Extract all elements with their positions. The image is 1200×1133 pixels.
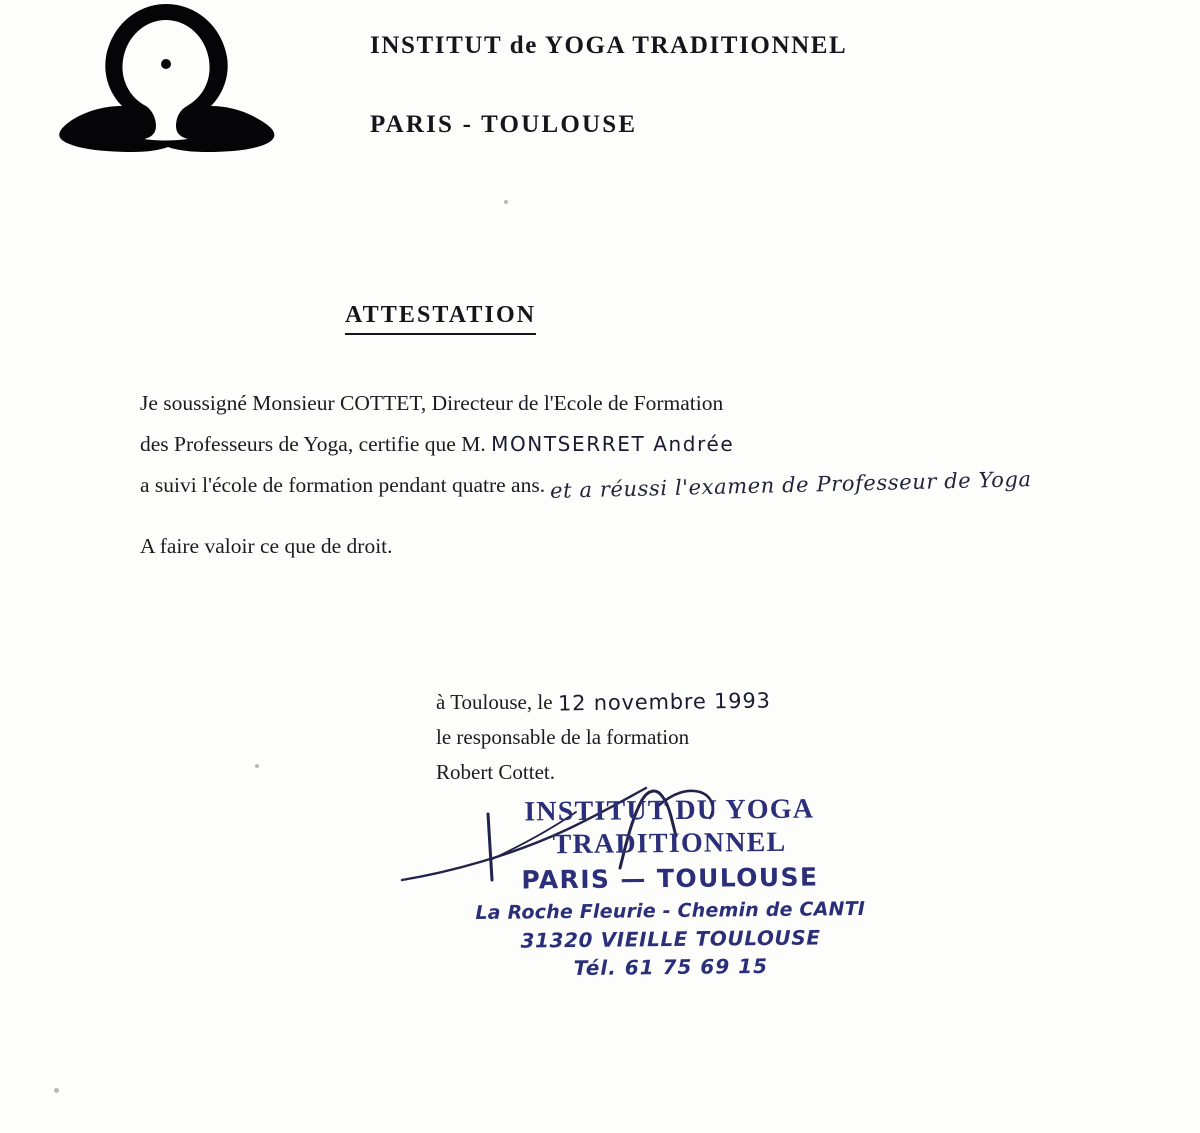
body-line-2-printed: des Professeurs de Yoga, certifie que M. <box>140 432 486 456</box>
letterhead <box>0 0 1200 175</box>
body-line-3-printed: a suivi l'école de formation pendant quatre ans. <box>140 473 546 497</box>
stamp-address-line: La Roche Fleurie - Chemin de CANTI <box>475 897 866 924</box>
closing-statement: A faire valoir ce que de droit. <box>140 534 393 558</box>
stamp-city-line: 31320 VIEILLE TOULOUSE <box>520 925 821 953</box>
body-line-3 <box>140 465 1100 506</box>
yoga-meditation-figure-logo <box>48 2 283 162</box>
stamp-line-2: TRADITIONNEL <box>552 827 787 861</box>
signer-name: Robert Cottet. <box>436 760 555 784</box>
paper-speck <box>255 764 259 768</box>
organization-name: INSTITUT de YOGA TRADITIONNEL <box>370 32 848 59</box>
place-label: à Toulouse, le <box>436 690 553 714</box>
signature-block <box>436 685 956 790</box>
official-stamp <box>469 793 871 981</box>
organization-cities: PARIS - TOULOUSE <box>370 111 638 138</box>
body-line-2 <box>140 424 1100 465</box>
signer-role: le responsable de la formation <box>436 725 690 749</box>
paper-speck <box>54 1088 59 1093</box>
paper-speck <box>504 200 508 204</box>
stamp-phone-line: Tél. 61 75 69 15 <box>573 954 769 981</box>
page-title: ATTESTATION <box>345 302 536 335</box>
exam-note-handwritten: et a réussi l'examen de Professeur de Yoga <box>550 467 1033 503</box>
date-handwritten: 12 novembre 1993 <box>557 688 771 716</box>
document-body <box>140 383 1100 506</box>
recipient-name-handwritten: MONTSERRET Andrée <box>491 432 735 456</box>
body-line-1: Je soussigné Monsieur COTTET, Directeur de l'Ecole de Formation <box>140 391 724 415</box>
stamp-line-3: PARIS — TOULOUSE <box>521 862 819 895</box>
stamp-line-1: INSTITUT DU YOGA <box>524 793 815 828</box>
place-date-line <box>436 685 956 720</box>
